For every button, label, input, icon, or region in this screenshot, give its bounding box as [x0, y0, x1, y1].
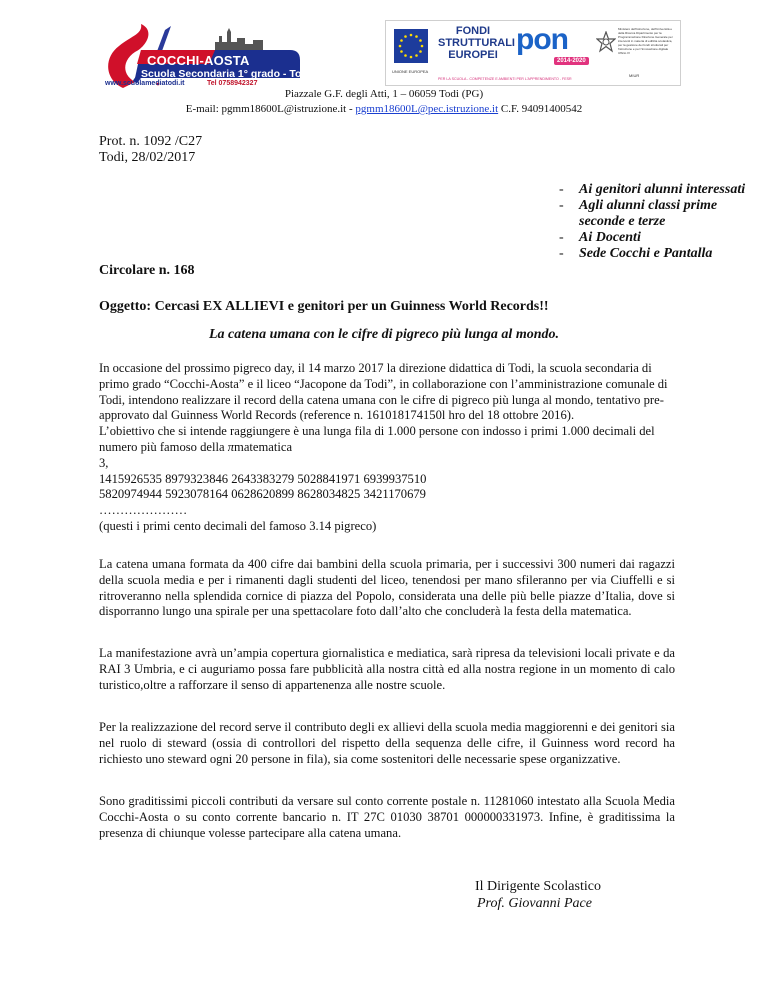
subject-line: Oggetto: Cercasi EX ALLIEVI e genitori per un Guinness World Records!! — [99, 299, 549, 314]
pi-digits-caption: (questi i primi cento decimali del famoso 3.14 pigreco) — [99, 518, 377, 533]
miur-text: Ministero dell'Istruzione, dell'Università e della Ricerca Dipartimento per la Programmazione Direzione Generale per interventi in materia di edilizia scolastica, per la gestione dei fondi strutturali per l'istruzione e per l'innovazione digitale Ufficio IV — [618, 27, 673, 55]
signature-role: Il Dirigente Scolastico — [475, 879, 601, 894]
intro-paragraph — [99, 361, 675, 535]
school-logo-phone: Tel 0758942327 — [207, 80, 258, 87]
recipient-item: - Sede Cocchi e Pantalla — [559, 246, 713, 261]
school-logo-name: COCCHI-AOSTA — [147, 53, 250, 68]
pi-digits-line: 5820974944 5923078164 0628620899 8628034825 3421170679 — [99, 487, 426, 502]
protocol-number: Prot. n. 1092 /C27 — [99, 134, 203, 149]
goal-text: L’obiettivo che si intende raggiungere è una lunga fila di 1.000 persone con indosso i primi 1.000 decimali del numero più famoso della πmatematica — [99, 424, 655, 454]
pi-symbol: π — [227, 439, 235, 454]
signature-name: Prof. Giovanni Pace — [477, 896, 592, 911]
school-logo-website: www.scuolamediatodi.it — [105, 80, 185, 87]
recipients-list — [559, 182, 749, 262]
school-contact-line — [0, 103, 768, 115]
italy-emblem-icon — [596, 31, 616, 53]
fondi-strutturali-label: FONDI STRUTTURALI EUROPEI — [438, 25, 515, 61]
pon-logo-text: pon — [516, 23, 568, 56]
email-text: E-mail: pgmm18600L@istruzione.it - — [185, 103, 356, 115]
recipient-item: - Agli alunni classi prime seconde e terze — [559, 198, 718, 229]
letter-date: Todi, 28/02/2017 — [99, 150, 196, 165]
pi-digits-line: 3, — [99, 455, 109, 470]
pon-tagline: PER LA SCUOLA - COMPETENZE E AMBIENTI PER L'APPRENDIMENTO - FESR — [438, 77, 572, 81]
school-logo — [95, 20, 330, 92]
circolare-number: Circolare n. 168 — [99, 263, 195, 278]
miur-label: MIUR — [629, 73, 640, 78]
school-logo-subtitle: Scuola Secondaria 1° grado - Todi — [141, 68, 311, 80]
eu-label: UNIONE EUROPEA — [392, 69, 429, 74]
pec-email-link[interactable]: pgmm18600L@pec.istruzione.it — [355, 103, 499, 115]
eu-flag-icon — [394, 29, 428, 63]
school-address: Piazzale G.F. degli Atti, 1 – 06059 Todi (PG) — [284, 88, 484, 100]
funding-logo — [385, 20, 681, 86]
body-paragraph: Sono graditissimi piccoli contributi da versare sul conto corrente postale n. 11281060 intestato alla Scuola Media Cocchi-Aosta o su conto corrente bancario n. IT 27C 01030 38701 000000331973. Infine, è graditissima la presenza di chiunque volesse partecipare alla catena umana. — [99, 794, 675, 840]
body-paragraph: La catena umana formata da 400 cifre dai bambini della scuola primaria, per i successivi 300 numeri dai ragazzi della scuola media e per i rimanenti dagli studenti del liceo, tenendosi per mano sfileranno per via Ciuffelli e si ritroveranno nella splendida cornice di piazza del Popolo, considerata una delle più belle piazze d’Italia, dove si disporranno lungo una spirale per una spettacolare foto dall’alto che concluderà la festa della matematica. — [99, 557, 675, 619]
signature-block — [475, 878, 601, 912]
recipient-item: - Ai genitori alunni interessati — [559, 182, 746, 197]
pon-years-badge: 2014-2020 — [554, 57, 589, 65]
intro-text: In occasione del prossimo pigreco day, il 14 marzo 2017 la direzione didattica di Todi, la scuola secondaria di primo grado “Cocchi-Aosta” e il liceo “Jacopone da Todi”, in collaborazione con l’amministrazione comunale di Todi, intendono realizzare il record della catena umana con le cifre di pigreco più lunga al mondo, tentativo pre-approvato dal Guinness World Records (reference n. 161018174150l hro del 18 ottobre 2016). — [99, 361, 668, 423]
cf-text: C.F. 94091400542 — [498, 103, 583, 115]
body-paragraph: Per la realizzazione del record serve il contributo degli ex allievi della scuola media maggiorenni e dei genitori sia nel ruolo di steward (ossia di controllori del rispetto della sequenza delle cifre, il Guinness word record ha richiesto uno steward ogni 20 persone in fila), sia come sostenitori delle necessarie spese organizzative. — [99, 720, 675, 766]
body-paragraph: La manifestazione avrà un’ampia copertura giornalistica e mediatica, sarà ripresa da televisioni locali private e da RAI 3 Umbria, e ci auguriamo possa fare pubblicità alla nostra città ed alla nostra regione in un momento di calo turistico,oltre a rafforzare il senso di appartenenza alle nostre scuole. — [99, 646, 675, 692]
subject-subtitle: La catena umana con le cifre di pigreco più lunga al mondo. — [208, 327, 559, 342]
recipient-item: - Ai Docenti — [559, 230, 641, 245]
pi-digits-line: 1415926535 8979323846 2643383279 5028841971 6939937510 — [99, 471, 427, 486]
pi-digits-ellipsis: ………………… — [99, 503, 188, 518]
